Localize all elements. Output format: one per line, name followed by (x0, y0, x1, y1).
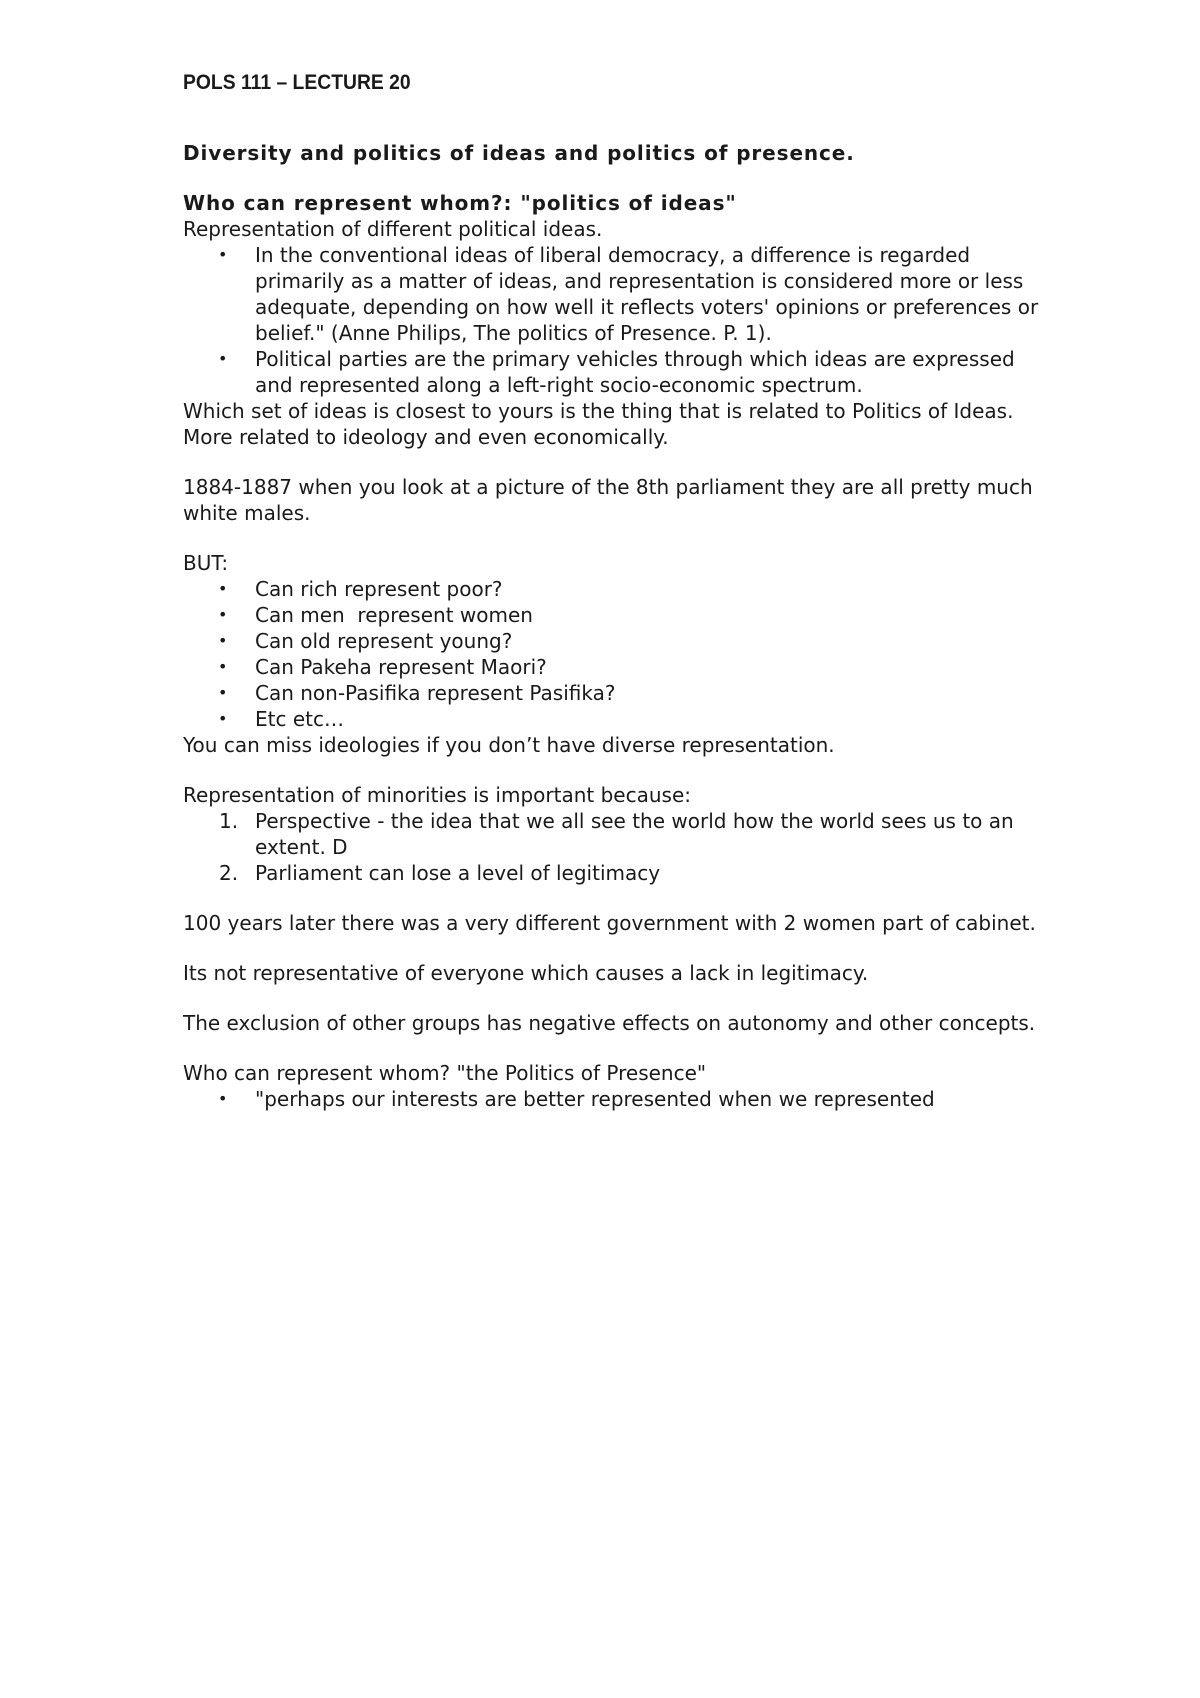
spacer (183, 758, 1043, 782)
list-item (183, 1086, 1043, 1112)
list-item (183, 706, 1043, 732)
list-item-text: Political parties are the primary vehicles through which ideas are expressed and represented along a left-right socio-economic spectrum. (255, 347, 1015, 397)
bullet-icon: • (218, 631, 228, 650)
document-title: POLS 111 – LECTURE 20 (183, 71, 411, 94)
list-item (183, 808, 1043, 860)
spacer (183, 526, 1043, 550)
bullet-icon: • (218, 579, 228, 598)
list-item-text: Can non-Pasifika represent Pasifika? (255, 681, 616, 705)
section-politics-of-ideas-intro: Representation of different political ideas. (183, 217, 603, 241)
but-label: BUT: (183, 551, 229, 575)
spacer (183, 986, 1043, 1010)
bullet-icon: • (218, 683, 228, 702)
list-item (183, 680, 1043, 706)
but-bullet-list (183, 576, 1043, 732)
list-number: 1. (219, 809, 239, 833)
main-heading: Diversity and politics of ideas and politics of presence. (183, 141, 855, 165)
section-politics-of-ideas-heading: Who can represent whom?: "politics of ideas" (183, 191, 737, 215)
bullet-icon: • (218, 245, 228, 264)
minorities-numbered-list (183, 808, 1043, 886)
list-item-text: Can old represent young? (255, 629, 513, 653)
but-closing: You can miss ideologies if you don’t have diverse representation. (183, 733, 835, 757)
section-politics-of-presence-heading: Who can represent whom? "the Politics of Presence" (183, 1061, 707, 1085)
list-item (183, 346, 1043, 398)
list-item-text: Can rich represent poor? (255, 577, 503, 601)
politics-of-ideas-closing: Which set of ideas is closest to yours is the thing that is related to Politics of Ideas. More related to ideology and even economically. (183, 399, 1014, 449)
spacer (183, 1036, 1043, 1060)
list-item (183, 628, 1043, 654)
list-number: 2. (219, 861, 239, 885)
list-item-text: In the conventional ideas of liberal democracy, a difference is regarded primarily as a matter of ideas, and representation is considered more or less adequate, depending on how well it reflects voters' opinions or preferences or belief." (Anne Philips, The politics of Presence. P. 1). (255, 243, 1039, 345)
list-item-text: Can Pakeha represent Maori? (255, 655, 547, 679)
politics-of-ideas-bullet-list (183, 242, 1043, 398)
spacer (183, 886, 1043, 910)
bullet-icon: • (218, 709, 228, 728)
list-item-text: Can men represent women (255, 603, 533, 627)
spacer (183, 936, 1043, 960)
list-item (183, 576, 1043, 602)
bullet-icon: • (218, 349, 228, 368)
politics-of-presence-bullet-list (183, 1086, 1043, 1112)
exclusion-paragraph: The exclusion of other groups has negative effects on autonomy and other concepts. (183, 1011, 1036, 1035)
bullet-icon: • (218, 605, 228, 624)
hundred-years-paragraph: 100 years later there was a very different government with 2 women part of cabinet. (183, 911, 1036, 935)
spacer (183, 450, 1043, 474)
list-item-text: Etc etc… (255, 707, 344, 731)
list-item (183, 602, 1043, 628)
bullet-icon: • (218, 1089, 228, 1108)
list-item (183, 860, 1043, 886)
not-representative-paragraph: Its not representative of everyone which causes a lack in legitimacy. (183, 961, 869, 985)
minorities-intro: Representation of minorities is important because: (183, 783, 691, 807)
document-page (183, 70, 1043, 1112)
list-item-text: Perspective - the idea that we all see the world how the world sees us to an extent. D (255, 809, 1014, 859)
parliament-1884-paragraph: 1884-1887 when you look at a picture of the 8th parliament they are all pretty much white males. (183, 475, 1033, 525)
bullet-icon: • (218, 657, 228, 676)
list-item (183, 654, 1043, 680)
list-item-text: "perhaps our interests are better represented when we represented (255, 1087, 935, 1111)
list-item-text: Parliament can lose a level of legitimacy (255, 861, 661, 885)
list-item (183, 242, 1043, 346)
